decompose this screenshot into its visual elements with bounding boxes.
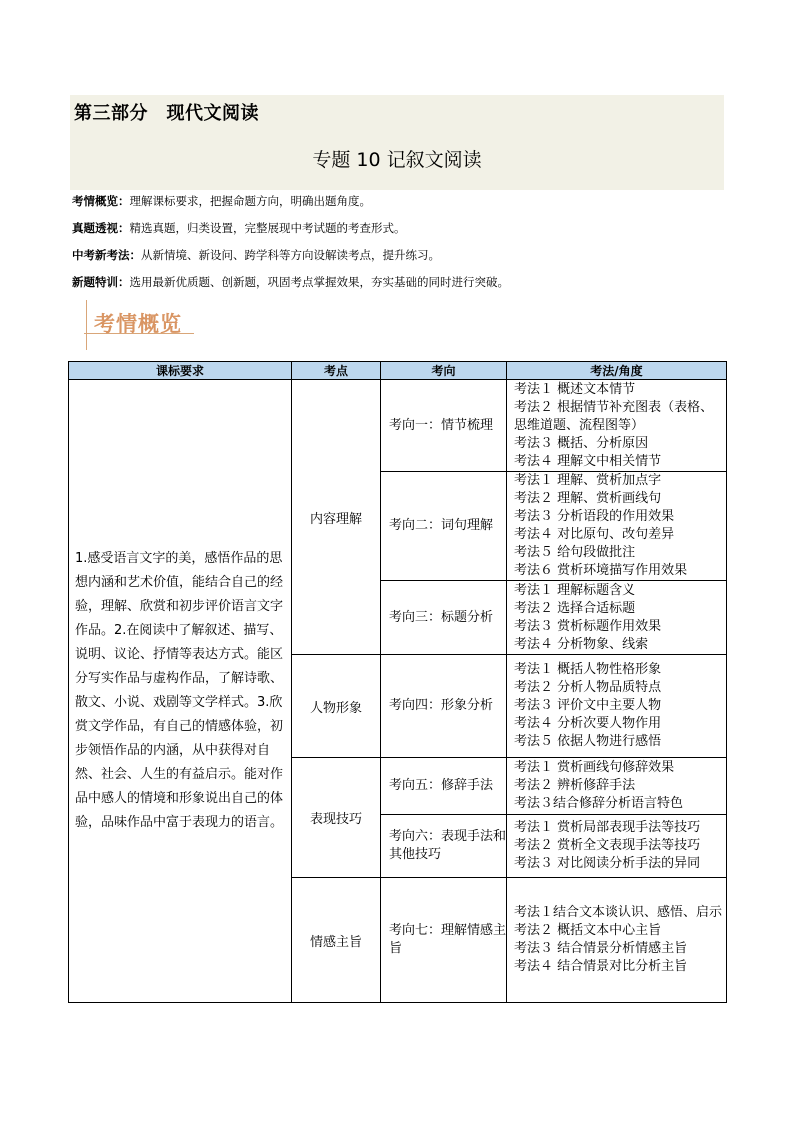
method-item: 考法４ 理解文中相关情节 bbox=[514, 453, 662, 469]
intro-text: 理解课标要求，把握命题方向，明确出题角度。 bbox=[129, 194, 371, 208]
title-banner bbox=[70, 95, 724, 190]
methods-cell bbox=[507, 655, 727, 758]
method-item: 考法２ 辨析修辞手法 bbox=[514, 778, 636, 793]
method-item: 考法３ 赏析标题作用效果 bbox=[514, 618, 662, 634]
method-item: 考法６ 赏析环境描写作用效果 bbox=[514, 563, 688, 578]
intro-text: 从新情境、新设问、跨学科等方向设解读考点，提升练习。 bbox=[141, 248, 440, 262]
methods-cell bbox=[507, 758, 727, 815]
method-item: 考法４ 分析次要人物作用 bbox=[514, 716, 662, 731]
method-item: 考法１ 理解、赏析加点字 bbox=[514, 473, 662, 488]
methods-cell bbox=[507, 472, 727, 581]
methods-cell bbox=[507, 581, 727, 655]
intro-label: 中考新考法： bbox=[72, 248, 141, 262]
col-header: 考法/角度 bbox=[507, 362, 727, 380]
method-item: 考法４ 对比原句、改句差异 bbox=[514, 527, 675, 542]
part-title: 第三部分 现代文阅读 bbox=[74, 103, 259, 124]
method-item: 考法４ 结合情景对比分析主旨 bbox=[514, 959, 688, 974]
direction-cell: 考向五：修辞手法 bbox=[381, 758, 507, 815]
method-item: 考法３ 结合情景分析情感主旨 bbox=[514, 941, 688, 956]
intro-line bbox=[72, 247, 440, 263]
col-header: 课标要求 bbox=[69, 362, 292, 380]
method-item: 考法４ 分析物象、线索 bbox=[514, 636, 649, 652]
method-item: 考法２ 概括文本中心主旨 bbox=[514, 923, 662, 938]
method-item: 考法５ 给句段做批注 bbox=[514, 545, 636, 560]
point-cell: 内容理解 bbox=[292, 380, 381, 655]
intro-line bbox=[72, 274, 509, 290]
direction-cell: 考向二：词句理解 bbox=[381, 472, 507, 581]
method-item: 考法３ 对比阅读分析手法的异同 bbox=[514, 856, 701, 871]
section-heading bbox=[84, 300, 204, 352]
direction-cell: 考向四：形象分析 bbox=[381, 655, 507, 758]
intro-line bbox=[72, 193, 371, 209]
method-item: 考法１ 赏析局部表现手法等技巧 bbox=[514, 820, 701, 835]
method-item: 考法１ 概述文本情节 bbox=[514, 381, 636, 397]
method-item: 考法２ 选择合适标题 bbox=[514, 600, 636, 616]
direction-cell: 考向七：理解情感主旨 bbox=[381, 878, 507, 1003]
method-item: 考法１ 概括人物性格形象 bbox=[514, 662, 662, 677]
point-cell: 人物形象 bbox=[292, 655, 381, 758]
table-header-row bbox=[69, 362, 727, 380]
method-item: 考法３ 概括、分析原因 bbox=[514, 435, 649, 451]
heading-decor-vline bbox=[86, 300, 87, 350]
methods-cell bbox=[507, 380, 727, 472]
point-cell: 情感主旨 bbox=[292, 878, 381, 1003]
method-item: 考法５ 依据人物进行感悟 bbox=[514, 734, 662, 749]
method-item: 考法１ 赏析画线句修辞效果 bbox=[514, 760, 675, 775]
point-cell: 表现技巧 bbox=[292, 758, 381, 878]
method-item: 考法３ 分析语段的作用效果 bbox=[514, 509, 675, 524]
col-header: 考向 bbox=[381, 362, 507, 380]
direction-cell: 考向三：标题分析 bbox=[381, 581, 507, 655]
table-row bbox=[69, 380, 727, 472]
intro-label: 真题透视： bbox=[72, 221, 130, 235]
col-header: 考点 bbox=[292, 362, 381, 380]
intro-line bbox=[72, 220, 406, 236]
intro-text: 选用最新优质题、创新题，巩固考点掌握效果，夯实基础的同时进行突破。 bbox=[129, 275, 509, 289]
method-item: 考法１结合文本谈认识、感悟、启示 bbox=[514, 905, 723, 920]
method-item: 考法１ 理解标题含义 bbox=[514, 582, 636, 598]
direction-cell: 考向一：情节梳理 bbox=[381, 380, 507, 472]
section-title: 考情概览 bbox=[94, 312, 182, 336]
topic-title: 专题 10 记叙文阅读 bbox=[312, 149, 482, 171]
method-item: 考法２ 赏析全文表现手法等技巧 bbox=[514, 838, 701, 853]
method-item: 考法３ 评价文中主要人物 bbox=[514, 698, 662, 713]
intro-text: 精选真题，归类设置，完整展现中考试题的考查形式。 bbox=[129, 221, 406, 235]
direction-cell: 考向六：表现手法和其他技巧 bbox=[381, 815, 507, 878]
method-item: 考法３结合修辞分析语言特色 bbox=[514, 796, 684, 811]
method-item: 考法２ 根据情节补充图表（表格、思维道题、流程图等） bbox=[514, 399, 714, 433]
intro-label: 考情概览： bbox=[72, 194, 130, 208]
intro-label: 新题特训： bbox=[72, 275, 130, 289]
methods-cell bbox=[507, 815, 727, 878]
exam-overview-table bbox=[68, 361, 727, 1003]
requirements-cell: 1.感受语言文字的美，感悟作品的思想内涵和艺术价值，能结合自己的经验，理解、欣赏和初步评价语言文字作品。2.在阅读中了解叙述、描写、说明、议论、抒情等表达方式。能区分写实作品与虚构作品，了解诗歌、散文、小说、戏剧等文学样式。3.欣赏文学作品，有自己的情感体验，初步领悟作品的内涵，从中获得对自然、社会、人生的有益启示。能对作品中感人的情境和形象说出自己的体验，品味作品中富于表现力的语言。 bbox=[69, 380, 292, 1003]
method-item: 考法２ 理解、赏析画线句 bbox=[514, 491, 662, 506]
method-item: 考法２ 分析人物品质特点 bbox=[514, 680, 662, 695]
methods-cell bbox=[507, 878, 727, 1003]
